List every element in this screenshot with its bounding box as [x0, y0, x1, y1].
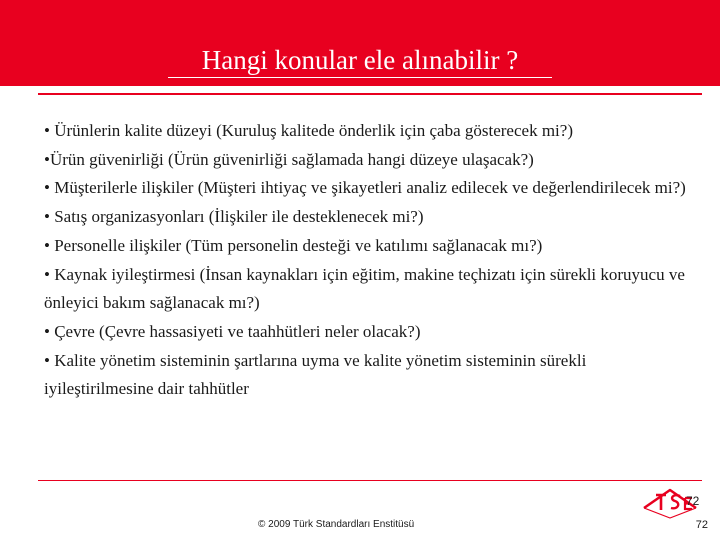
logo-page-number: 72	[686, 494, 700, 508]
bullet-list	[44, 117, 694, 404]
slide-title: Hangi konular ele alınabilir ?	[201, 45, 519, 75]
bullet-item: •Ürün güvenirliği (Ürün güvenirliği sağlamada hangi düzeye ulaşacak?)	[44, 149, 534, 169]
bullet-item: • Çevre (Çevre hassasiyeti ve taahhütleri neler olacak?)	[44, 321, 421, 341]
bullet-item: • Kaynak iyileştirmesi (İnsan kaynakları için eğitim, makine teçhizatı için sürekli koruyucu ve önleyici bakım sağlanacak mı?)	[44, 264, 685, 313]
page-number: 72	[695, 519, 708, 531]
title-banner	[0, 0, 720, 86]
top-divider	[38, 93, 702, 95]
title-underline	[168, 77, 552, 78]
bullet-item: • Personelle ilişkiler (Tüm personelin desteği ve katılımı sağlanacak mı?)	[44, 235, 543, 255]
bullet-item: • Kalite yönetim sisteminin şartlarına uyma ve kalite yönetim sisteminin sürekli iyileştirilmesine dair tahhütler	[44, 350, 587, 399]
bullet-item: • Ürünlerin kalite düzeyi (Kuruluş kalitede önderlik için çaba gösterecek mi?)	[44, 121, 573, 140]
bullet-item: • Müşterilerle ilişkiler (Müşteri ihtiyaç ve şikayetleri analiz edilecek ve değerlendirilecek mi?)	[44, 178, 686, 198]
copyright-text: © 2009 Türk Standardları Enstitüsü	[258, 519, 415, 530]
bottom-divider	[38, 480, 702, 481]
bullet-item: • Satış organizasyonları (İlişkiler ile desteklenecek mi?)	[44, 207, 424, 227]
